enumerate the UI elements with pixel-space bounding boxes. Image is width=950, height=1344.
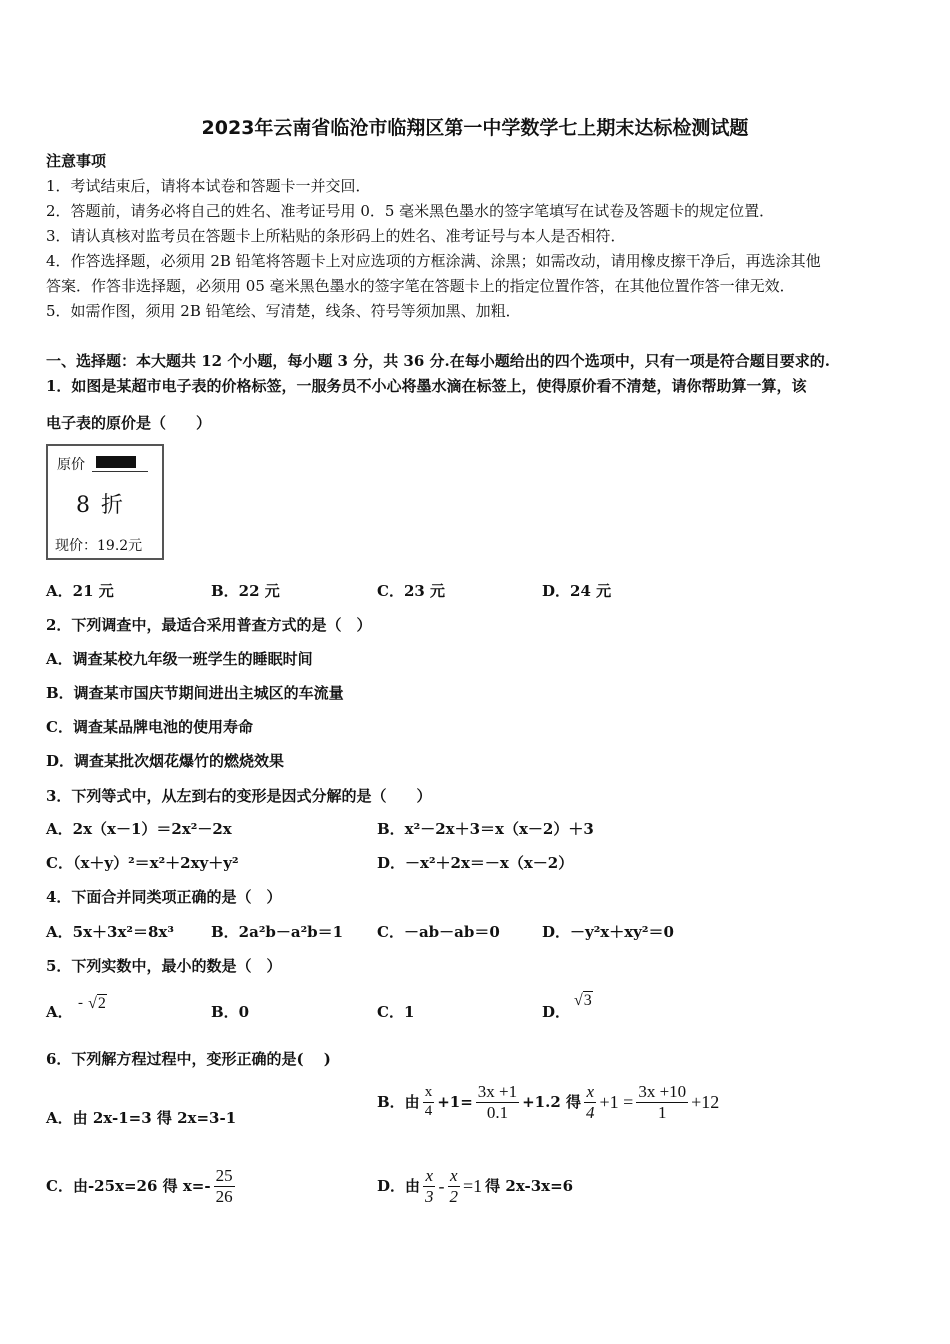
fraction [214, 1166, 235, 1206]
q6-stem: 6．下列解方程过程中，变形正确的是( ) [46, 1050, 331, 1068]
q5-stem: 5．下列实数中，最小的数是（ ） [46, 957, 282, 975]
q1-option-a: A．21 元 [46, 582, 114, 600]
price-underline [92, 471, 148, 472]
q4-option-b: B．2a²b－a²b＝1 [211, 923, 344, 941]
fraction [423, 1166, 436, 1206]
q6-b-label: B．由 [377, 1093, 420, 1112]
notice-item-5: 5．如需作图，须用 2B 铅笔绘、写清楚，线条、符号等须加黑、加粗． [46, 302, 521, 320]
q2-option-c: C．调查某品牌电池的使用寿命 [46, 718, 253, 736]
q3-stem: 3．下列等式中，从左到右的变形是因式分解的是（ ） [46, 787, 432, 805]
q6-c-text: C．由-25x=26 得 x=- [46, 1177, 211, 1196]
q6-b-text: +1 = [599, 1092, 634, 1113]
numerator: x [449, 1166, 458, 1185]
notice-heading: 注意事项 [46, 152, 107, 170]
q6-b-text: +1.2 得 [522, 1093, 581, 1112]
numerator: x [425, 1166, 434, 1185]
q3-option-b: B．x²－2x＋3＝x（x－2）＋3 [377, 820, 594, 838]
q5-option-d-label: D． [542, 1003, 571, 1021]
q4-option-a: A．5x＋3x²＝8x³ [46, 923, 174, 941]
fraction [448, 1166, 461, 1206]
q6-b-text: +1= [437, 1093, 473, 1112]
q6-option-a: A．由 2x-1=3 得 2x=3-1 [46, 1109, 237, 1127]
q4-stem: 4．下面合并同类项正确的是（ ） [46, 888, 282, 906]
q5-option-c: C．1 [377, 1003, 415, 1021]
radicand: 2 [97, 995, 106, 1012]
q2-option-a: A．调查某校九年级一班学生的睡眠时间 [46, 650, 313, 668]
q2-option-d: D．调查某批次烟花爆竹的燃烧效果 [46, 752, 285, 770]
q6-option-c [46, 1166, 235, 1206]
price-tag-original-label: 原价 [57, 457, 85, 473]
denominator: 2 [449, 1186, 459, 1206]
equals-one: =1 [463, 1176, 483, 1197]
q6-b-text: +12 [691, 1092, 720, 1113]
q5-option-a-label: A． [46, 1003, 73, 1021]
denominator: 1 [657, 1102, 667, 1122]
q1-option-c: C．23 元 [377, 582, 446, 600]
denominator: 0.1 [486, 1102, 509, 1122]
denominator: 26 [215, 1186, 233, 1206]
q4-option-d: D．－y²x＋xy²＝0 [542, 923, 674, 941]
numerator: 25 [215, 1166, 233, 1185]
notice-item-2: 2．答题前，请务必将自己的姓名、准考证号用 0．5 毫米黑色墨水的签字笔填写在试卷及答题卡的规定位置． [46, 202, 775, 220]
q6-d-label: D．由 [377, 1177, 421, 1196]
q1-stem-line1: 1．如图是某超市电子表的价格标签，一服务员不小心将墨水滴在标签上，使得原价看不清楚，请你帮助算一算，该 [46, 377, 807, 395]
notice-item-4: 4．作答选择题，必须用 2B 铅笔将答题卡上对应选项的方框涂满、涂黑；如需改动，请用橡皮擦干净后，再选涂其他 [46, 252, 821, 270]
q4-option-c: C．－ab－ab＝0 [377, 923, 500, 941]
q6-d-text: 得 2x-3x=6 [485, 1177, 574, 1196]
numerator: x [423, 1084, 435, 1102]
price-tag-discount: 8 折 [76, 493, 125, 518]
sqrt-three: √3 [574, 992, 592, 1009]
numerator: 3x +1 [477, 1082, 518, 1101]
fraction [584, 1082, 597, 1122]
q1-option-d: D．24 元 [542, 582, 612, 600]
q1-stem-line2: 电子表的原价是（ ） [46, 414, 212, 432]
fraction [476, 1082, 519, 1122]
q2-stem: 2．下列调查中，最适合采用普查方式的是（ ） [46, 616, 372, 634]
q2-option-b: B．调查某市国庆节期间进出主城区的车流量 [46, 684, 344, 702]
page-title: 2023年云南省临沧市临翔区第一中学数学七上期末达标检测试题 [201, 117, 749, 139]
denominator: 4 [586, 1102, 595, 1122]
minus-sign: - [438, 1176, 445, 1197]
q6-option-b [377, 1082, 719, 1122]
ink-blot [96, 456, 136, 468]
numerator: x [586, 1082, 595, 1101]
q3-option-d: D．－x²＋2x＝－x（x－2） [377, 854, 574, 872]
notice-item-4-cont: 答案．作答非选择题，必须用 05 毫米黑色墨水的签字笔在答题卡上的指定位置作答，在其他位置作答一律无效． [46, 277, 795, 295]
denominator: 4 [424, 1102, 433, 1119]
q6-option-d [377, 1166, 573, 1206]
q5-option-b: B．0 [211, 1003, 250, 1021]
q5-option-a-expr [78, 993, 107, 1013]
q3-option-a: A．2x（x－1）＝2x²－2x [46, 820, 232, 838]
notice-item-1: 1．考试结束后，请将本试卷和答题卡一并交回． [46, 177, 371, 195]
minus-sign: - [78, 995, 83, 1011]
radicand: 3 [583, 992, 592, 1009]
price-tag-figure [46, 444, 164, 560]
numerator: 3x +10 [638, 1082, 687, 1101]
fraction [423, 1084, 435, 1120]
section-heading: 一、选择题：本大题共 12 个小题，每小题 3 分，共 36 分.在每小题给出的四个选项中，只有一项是符合题目要求的. [46, 352, 830, 370]
q5-option-d-expr [574, 990, 593, 1010]
denominator: 3 [425, 1186, 434, 1206]
price-tag-current: 现价：19.2元 [55, 538, 143, 554]
q3-option-c: C．（x＋y）²＝x²＋2xy＋y² [46, 854, 239, 872]
sqrt-two: √2 [88, 995, 106, 1012]
q1-option-b: B．22 元 [211, 582, 280, 600]
fraction [636, 1082, 688, 1122]
notice-item-3: 3．请认真核对监考员在答题卡上所粘贴的条形码上的姓名、准考证号与本人是否相符． [46, 227, 626, 245]
